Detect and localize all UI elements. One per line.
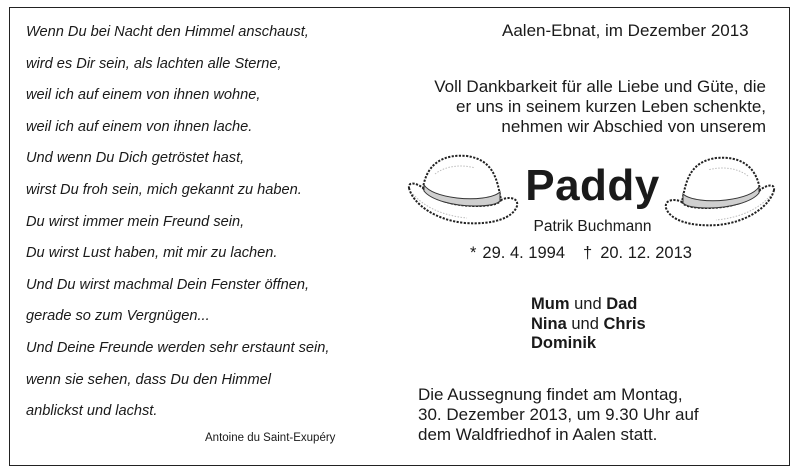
place-date: Aalen-Ebnat, im Dezember 2013 [502, 21, 749, 40]
poem-line: weil ich auf einem von ihnen lache. [26, 118, 253, 135]
fedora-hat-icon [405, 148, 521, 232]
poem-line: wird es Dir sein, als lachten alle Sterne, [26, 55, 282, 72]
mourner-name: Dad [606, 295, 638, 313]
poem-line: Du wirst Lust haben, mit mir zu lachen. [26, 245, 278, 262]
poem-line: gerade so zum Vergnügen... [26, 308, 210, 325]
mourner-row [531, 334, 646, 354]
intro-line: er uns in seinem kurzen Leben schenkte, [456, 97, 766, 116]
mourner-name: Mum [531, 295, 570, 313]
poem-line: anblickst und lachst. [26, 403, 158, 420]
poem-line: Und Du wirst machmal Dein Fenster öffnen, [26, 276, 310, 293]
mourner-joiner: und [571, 314, 599, 333]
mourner-row [531, 315, 646, 335]
poem [26, 17, 386, 428]
poem-line: wirst Du froh sein, mich gekannt zu haben. [26, 181, 302, 198]
funeral-line: dem Waldfriedhof in Aalen statt. [418, 425, 658, 444]
mourner-row [531, 295, 646, 315]
fedora-hat-icon [662, 150, 778, 234]
intro-line: nehmen wir Abschied von unserem [501, 117, 766, 136]
intro-line: Voll Dankbarkeit für alle Liebe und Güte, die [434, 77, 766, 96]
poem-line: wenn sie sehen, dass Du den Himmel [26, 371, 271, 388]
birth-date: 29. 4. 1994 [482, 244, 565, 262]
funeral-info [418, 385, 699, 445]
life-dates [470, 244, 692, 263]
deceased-full-name: Patrik Buchmann [533, 218, 652, 235]
death-date: 20. 12. 2013 [600, 244, 692, 262]
poem-line: weil ich auf einem von ihnen wohne, [26, 87, 261, 104]
death-cross-icon: † [583, 244, 593, 262]
mourner-name: Chris [603, 314, 646, 333]
birth-star-icon: * [470, 244, 477, 262]
mourner-name: Nina [531, 314, 567, 333]
poem-line: Wenn Du bei Nacht den Himmel anschaust, [26, 24, 309, 40]
poem-line: Und Deine Freunde werden sehr erstaunt sein, [26, 339, 330, 356]
poem-line: Du wirst immer mein Freund sein, [26, 213, 245, 230]
funeral-line: Die Aussegnung findet am Montag, [418, 385, 683, 404]
mourner-name: Dominik [531, 334, 597, 352]
intro-text [418, 77, 766, 137]
mourner-joiner: und [574, 295, 602, 313]
mourners [531, 295, 646, 354]
poem-line: Und wenn Du Dich getröstet hast, [26, 150, 245, 167]
deceased-nickname: Paddy [525, 161, 660, 210]
funeral-line: 30. Dezember 2013, um 9.30 Uhr auf [418, 405, 699, 424]
poem-author: Antoine du Saint-Exupéry [205, 432, 336, 444]
